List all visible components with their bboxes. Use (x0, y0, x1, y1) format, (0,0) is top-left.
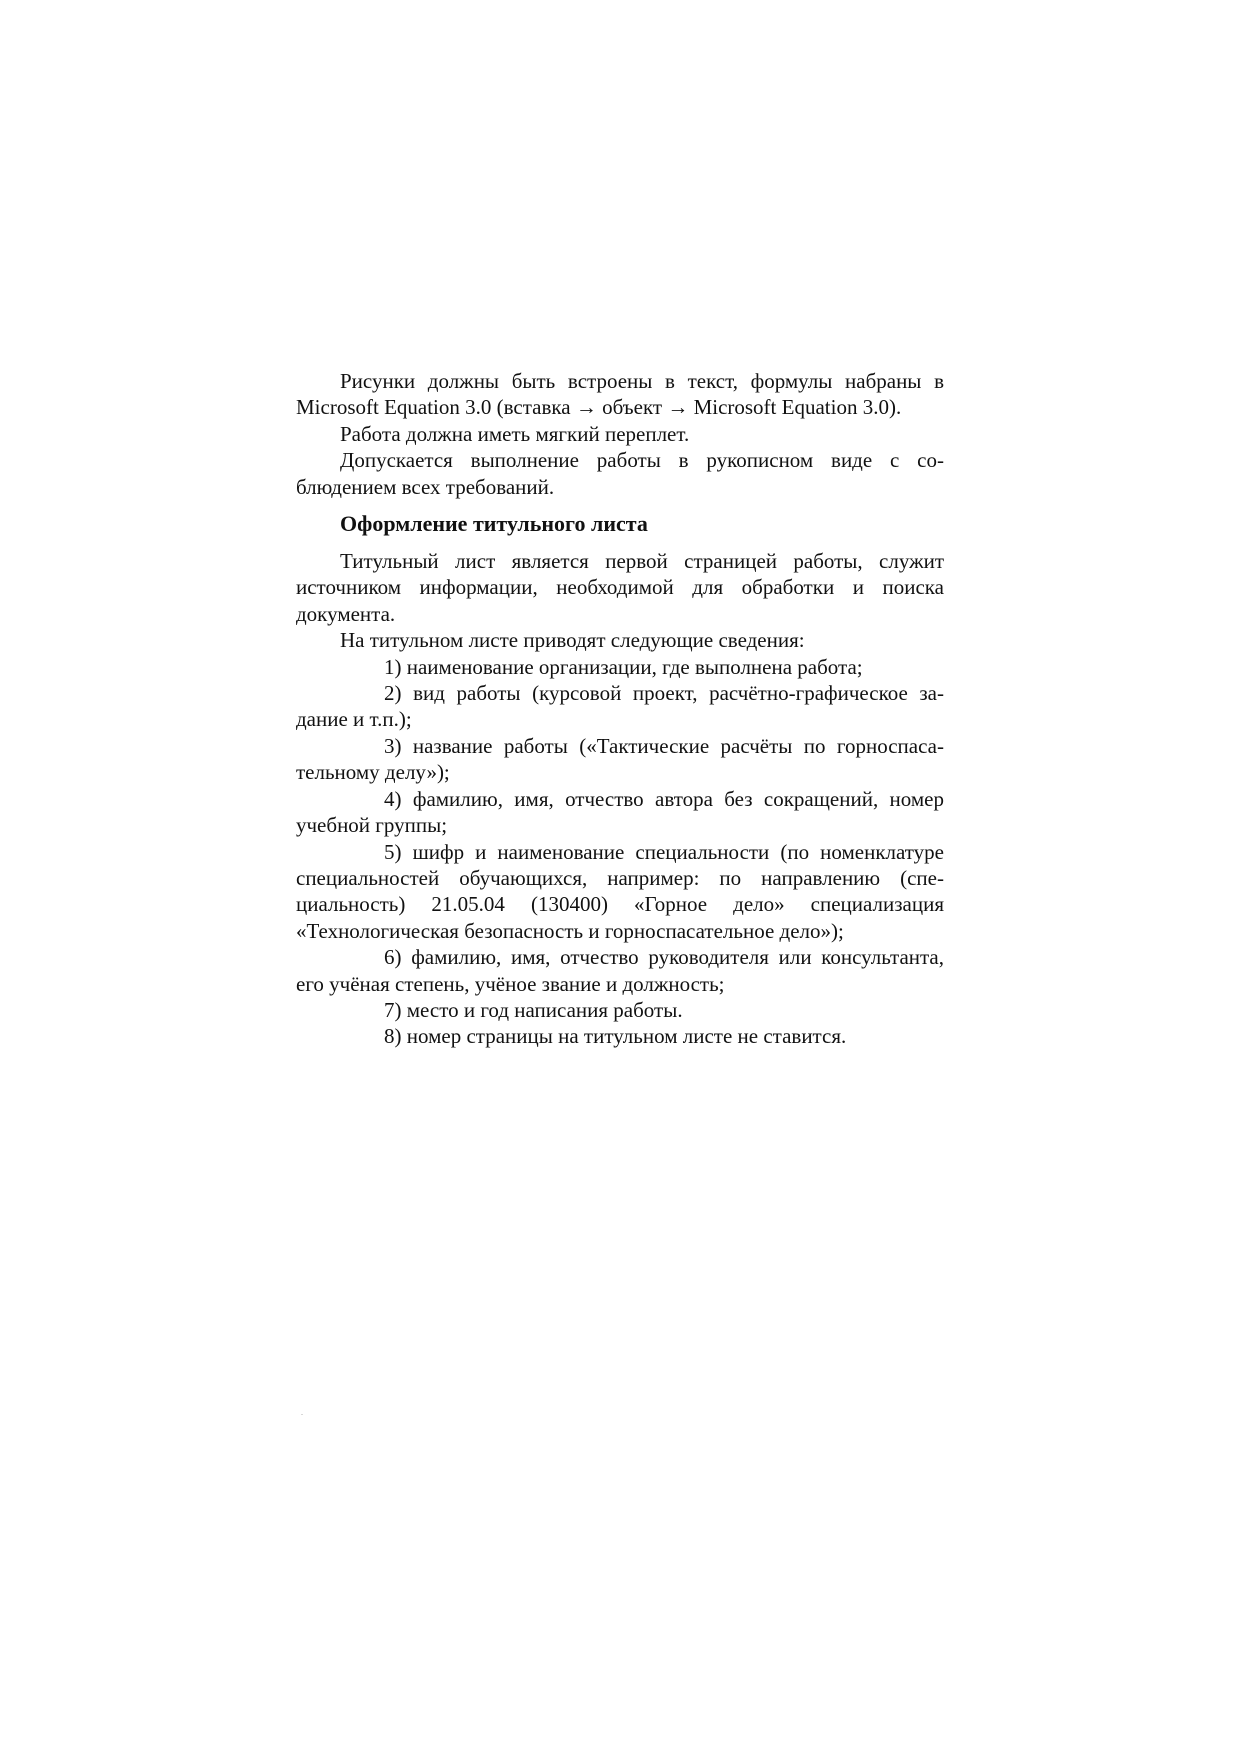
list-item (296, 654, 944, 680)
list-item-text: шифр и наименование специальности (по номенклатуре специальностей обучающихся, например: по направлению (специальность) 21.05.04 (130400) «Горное дело» специализация «Технологическая безопасность и горноспасательное дело»); (296, 839, 945, 943)
list-item-text: место и год написания работы. (406, 997, 683, 1022)
list-item-number: 7) (384, 997, 402, 1022)
list-item (296, 786, 944, 839)
body-paragraph-title-page: Титульный лист является первой страницей работы, служит источником информации, необходимой для обработки и поиска документа. (296, 549, 944, 626)
list-item-text: номер страницы на титульном листе не ставится. (406, 1024, 847, 1049)
list-item-text: вид работы (курсовой проект, расчётно-графическое задание и т.п.); (296, 681, 944, 732)
intro-paragraph-handwritten: Допускается выполнение работы в рукописном виде с соблюдением всех требований. (296, 448, 944, 499)
list-item-text: наименование организации, где выполнена работа; (406, 654, 863, 679)
list-item-text: фамилию, имя, отчество руководителя или консультанта, его учёная степень, учёное звание и должность; (296, 945, 945, 996)
list-item (296, 733, 944, 786)
list-item-number: 3) (384, 733, 402, 758)
list-item (296, 944, 944, 997)
intro-paragraph-binding: Работа должна иметь мягкий переплет. (340, 421, 690, 446)
document-text (296, 368, 944, 1050)
section-heading: Оформление титульного листа (340, 511, 648, 537)
list-item (296, 839, 944, 945)
list-item-number: 6) (384, 945, 402, 970)
list-item-number: 2) (384, 681, 402, 706)
scan-speck (301, 1414, 303, 1415)
list-item (296, 997, 944, 1023)
list-item-number: 1) (384, 654, 402, 679)
list-item-number: 8) (384, 1024, 402, 1049)
list-item-text: название работы («Тактические расчёты по горноспасательному делу»); (296, 733, 944, 785)
list-item (296, 1023, 944, 1049)
body-paragraph-list-intro: На титульном листе приводят следующие сведения: (340, 628, 805, 653)
list-item-text: фамилию, имя, отчество автора без сокращений, номер учебной группы; (296, 786, 944, 838)
list-item-number: 5) (384, 839, 402, 864)
list-item (296, 680, 944, 733)
intro-paragraph-figures: Рисунки должны быть встроены в текст, формулы набраны в Microsoft Equation 3.0 (вставка → объект → Microsoft Equation 3.0). (296, 369, 944, 420)
list-item-number: 4) (384, 786, 402, 811)
